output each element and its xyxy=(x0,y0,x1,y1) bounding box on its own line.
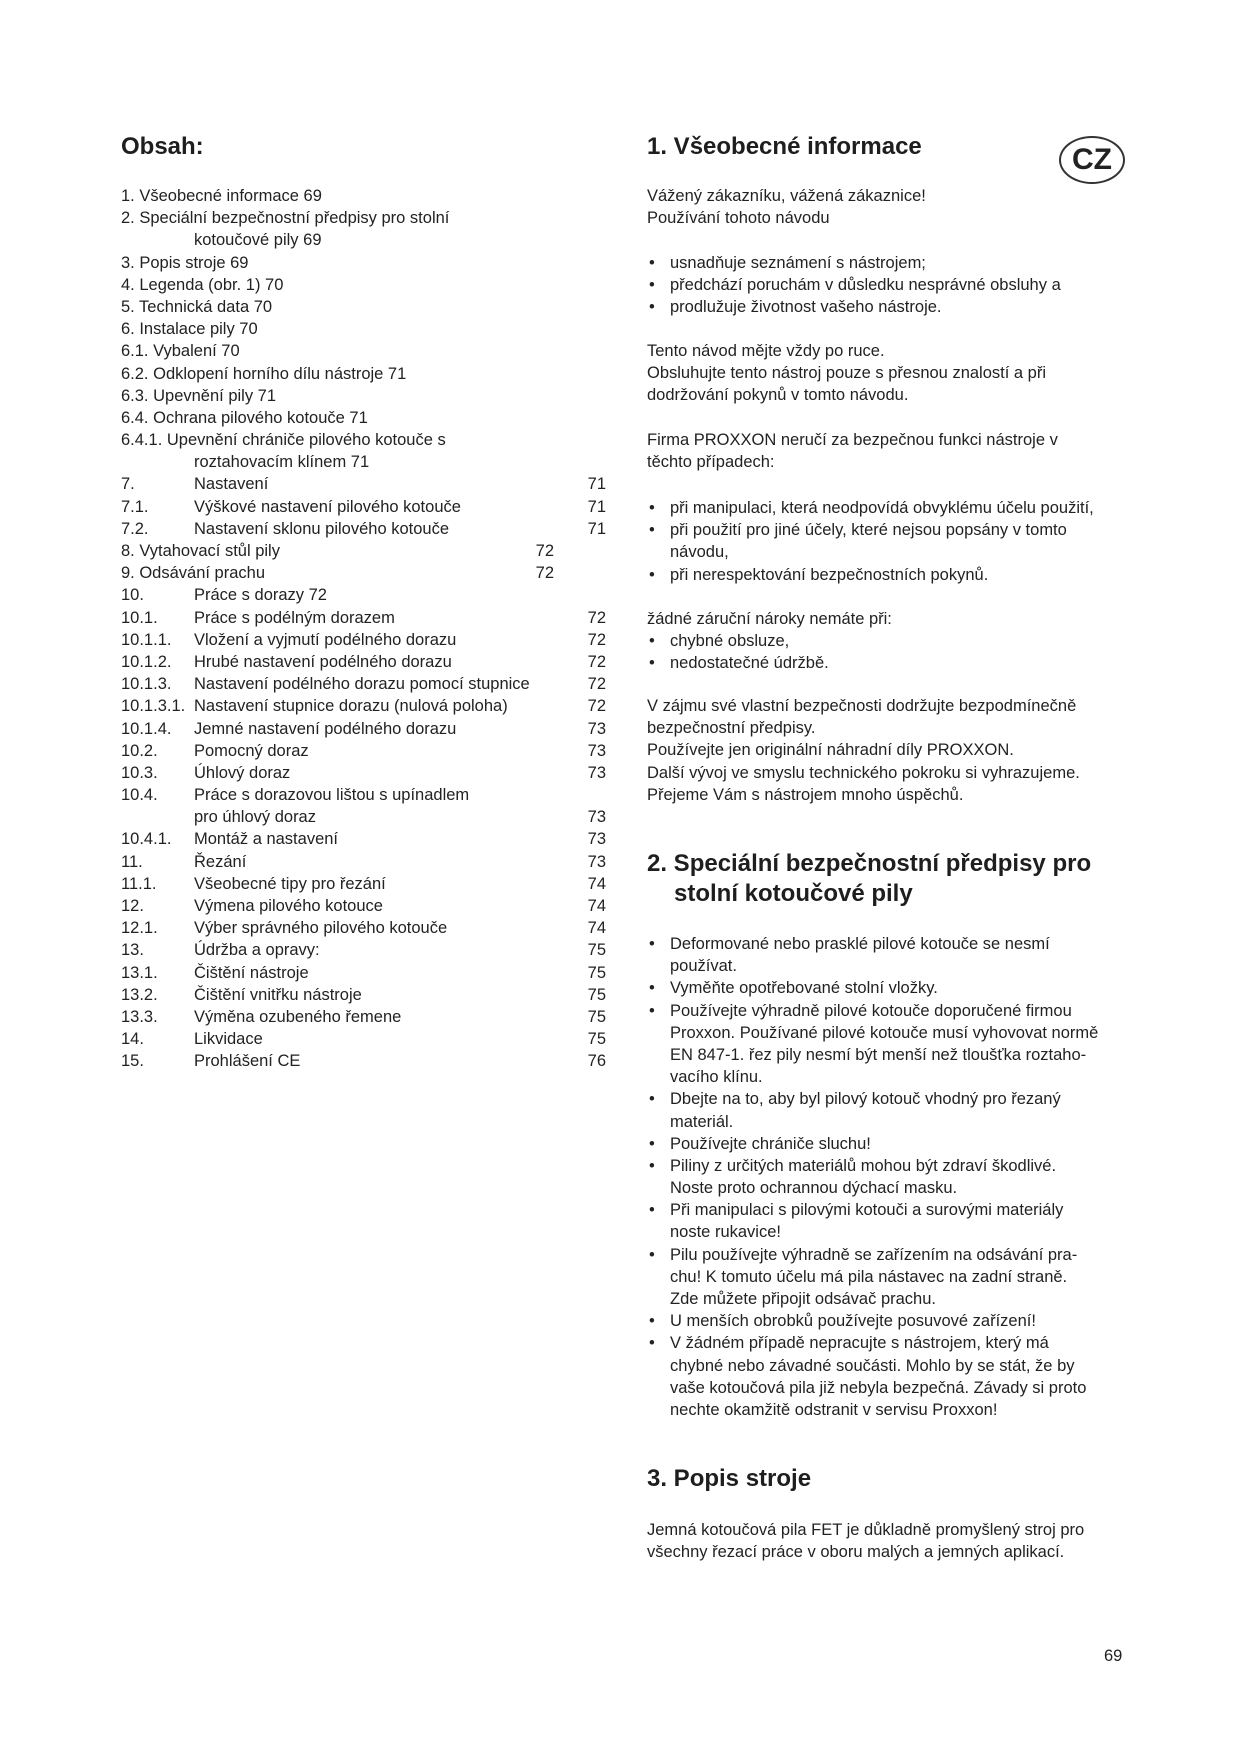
toc-entry xyxy=(121,562,606,584)
toc-entry-number: 10. xyxy=(121,586,144,605)
toc-entry xyxy=(121,473,606,495)
text-line: Piliny z určitých materiálů mohou být zdraví škodlivé. xyxy=(670,1156,1057,1175)
toc-entry xyxy=(121,939,606,961)
toc-entry xyxy=(121,695,606,717)
text-line: Používejte výhradně pilové kotouče doporučené firmou xyxy=(670,1001,1072,1020)
toc-entry-page: 73 xyxy=(587,852,606,871)
text-line: Používejte chrániče sluchu! xyxy=(670,1134,871,1153)
text-line: EN 847-1. řez pily nesmí být menší než tloušťka roztaho- xyxy=(670,1045,1087,1064)
bullet-icon: • xyxy=(649,935,655,953)
toc-entry-text: 6.2. Odklopení horního dílu nástroje 71 xyxy=(121,364,407,383)
toc-entry xyxy=(121,318,606,340)
toc-entry-text: Úhlový doraz xyxy=(194,763,291,782)
bullet-icon: • xyxy=(649,632,655,650)
list-item xyxy=(647,296,1147,318)
toc-entry-number: 13. xyxy=(121,941,144,960)
toc-entry xyxy=(121,540,606,562)
toc-entry xyxy=(121,762,606,784)
bullet-icon: • xyxy=(649,1134,655,1153)
list-item xyxy=(647,977,1147,999)
bullet-list xyxy=(647,630,1147,674)
toc-entry-page: 73 xyxy=(587,763,606,782)
text-line: návodu, xyxy=(670,543,729,562)
toc-entry-page: 72 xyxy=(535,542,554,560)
bullet-icon: • xyxy=(649,1312,655,1331)
toc-entry-page: 71 xyxy=(587,519,606,538)
text-line: vacího klínu. xyxy=(670,1068,763,1087)
toc-entry-text: Prohlášení CE xyxy=(194,1052,301,1071)
toc-entry xyxy=(121,407,606,429)
toc-entry-page: 74 xyxy=(587,919,606,938)
toc-entry-text: Výškové nastavení pilového kotouče xyxy=(194,497,461,516)
toc-entry xyxy=(121,851,606,873)
toc-entry xyxy=(121,629,606,651)
toc-entry-page: 72 xyxy=(587,697,606,716)
toc-entry-text: pro úhlový doraz xyxy=(194,808,316,827)
toc-entry-page: 74 xyxy=(587,874,606,893)
section-2-title-line: stolní kotoučové pily xyxy=(674,880,913,907)
list-item xyxy=(647,1133,1147,1155)
text-line: prodlužuje životnost vašeho nástroje. xyxy=(670,298,942,317)
toc-entry-text: 6.4.1. Upevnění chrániče pilového kotouče s xyxy=(121,431,446,450)
bullet-icon: • xyxy=(649,521,655,540)
text-line: usnadňuje seznámení s nástrojem; xyxy=(670,254,926,272)
toc-entry xyxy=(121,784,606,806)
toc-entry xyxy=(121,895,606,917)
toc-entry-text: Výber správného pilového kotouče xyxy=(194,919,448,938)
toc-entry xyxy=(121,873,606,895)
bullet-icon: • xyxy=(649,254,655,272)
section-1-title: 1. Všeobecné informace xyxy=(647,133,922,160)
toc-entry-page: 71 xyxy=(587,497,606,516)
text-line: těchto případech: xyxy=(647,453,775,472)
list-item xyxy=(647,652,1147,674)
toc-entry-number: 11. xyxy=(121,852,143,871)
text-line: Pilu používejte výhradně se zařízením na odsávání pra- xyxy=(670,1245,1078,1264)
toc-entry-number: 10.1. xyxy=(121,608,158,627)
text-line: při manipulaci, která neodpovídá obvyklému účelu použití, xyxy=(670,499,1094,517)
toc-entry-text: Likvidace xyxy=(194,1030,263,1049)
country-badge: CZ xyxy=(1059,136,1125,184)
toc-entry-number: 13.2. xyxy=(121,985,158,1004)
toc-entry-text: Čištění nástroje xyxy=(194,963,309,982)
toc-entry xyxy=(121,651,606,673)
bullet-list xyxy=(647,933,1147,1421)
toc-entry xyxy=(121,673,606,695)
toc-entry-page: 72 xyxy=(587,608,606,627)
toc-entry-text: Čištění vnitřku nástroje xyxy=(194,985,362,1004)
text-line: Jemná kotoučová pila FET je důkladně promyšlený stroj pro xyxy=(647,1521,1085,1539)
toc-entry xyxy=(121,229,606,251)
bullet-icon: • xyxy=(649,1001,655,1020)
toc-entry xyxy=(121,451,606,473)
text-line: materiál. xyxy=(670,1112,734,1131)
list-item xyxy=(647,1155,1147,1199)
toc-entry-page: 72 xyxy=(587,652,606,671)
toc-entry xyxy=(121,363,606,385)
toc-entry-text: Nastavení podélného dorazu pomocí stupnice xyxy=(194,675,530,694)
toc-entry-number: 7.2. xyxy=(121,519,149,538)
toc-entry-number: 13.1. xyxy=(121,963,158,982)
bullet-icon: • xyxy=(649,1156,655,1175)
text-line: žádné záruční nároky nemáte při: xyxy=(647,610,892,628)
text-line: Přejeme Vám s nástrojem mnoho úspěchů. xyxy=(647,785,964,804)
text-line: Zde můžete připojit odsávač prachu. xyxy=(670,1290,936,1308)
toc-entry-text: Výměna ozubeného řemene xyxy=(194,1007,402,1026)
toc-entry-text: Výmena pilového kotouce xyxy=(194,897,383,915)
toc-entry xyxy=(121,917,606,939)
text-line: dodržování pokynů v tomto návodu. xyxy=(647,386,909,405)
toc-entry-page: 73 xyxy=(587,719,606,738)
toc-entry-number: 10.1.3. xyxy=(121,675,172,694)
toc-entry xyxy=(121,429,606,451)
toc-entry-text: Nastavení xyxy=(194,475,269,494)
list-item xyxy=(647,630,1147,652)
list-item xyxy=(647,933,1147,977)
paragraph xyxy=(647,185,1147,229)
toc-entry-text: 6.1. Vybalení 70 xyxy=(121,342,240,361)
toc-entry xyxy=(121,385,606,407)
text-line: bezpečnostní předpisy. xyxy=(647,719,816,738)
toc-entry-number: 10.4.1. xyxy=(121,830,172,849)
toc-entry xyxy=(121,185,606,207)
text-line: V zájmu své vlastní bezpečnosti dodržujte bezpodmínečně xyxy=(647,697,1077,715)
text-line: Při manipulaci s pilovými kotouči a surovými materiály xyxy=(670,1201,1064,1220)
toc-entry-text: Všeobecné tipy pro řezání xyxy=(194,874,386,893)
section-3-title: 3. Popis stroje xyxy=(647,1465,812,1492)
toc-entry-page: 73 xyxy=(587,830,606,849)
text-line: Proxxon. Používané pilové kotouče musí vyhovovat normě xyxy=(670,1023,1099,1042)
toc-entry-text: kotoučové pily 69 xyxy=(194,231,322,250)
bullet-list xyxy=(647,497,1147,586)
text-line: Tento návod mějte vždy po ruce. xyxy=(647,342,885,360)
text-line: při nerespektování bezpečnostních pokynů. xyxy=(670,565,989,584)
text-line: chybné nebo závadné součásti. Mohlo by se stát, že by xyxy=(670,1356,1075,1375)
text-line: nedostatečné údržbě. xyxy=(670,654,829,673)
toc-entry xyxy=(121,252,606,274)
toc-title: Obsah: xyxy=(121,133,204,160)
toc-entry-number: 14. xyxy=(121,1030,144,1049)
toc-entry xyxy=(121,607,606,629)
toc-entry-page: 75 xyxy=(587,941,606,960)
toc-entry-page: 75 xyxy=(587,985,606,1004)
text-line: Vážený zákazníku, vážená zákaznice! xyxy=(647,187,926,205)
toc-entry xyxy=(121,718,606,740)
list-item xyxy=(647,497,1147,519)
text-line: chu! K tomuto účelu má pila nástavec na zadní straně. xyxy=(670,1267,1068,1286)
toc-entry xyxy=(121,984,606,1006)
toc-entry xyxy=(121,828,606,850)
toc-entry-text: Řezání xyxy=(194,852,247,871)
bullet-icon: • xyxy=(649,499,655,517)
paragraph xyxy=(647,608,1147,630)
toc-entry-page: 75 xyxy=(587,1030,606,1049)
toc-entry-text: 6.3. Upevnění pily 71 xyxy=(121,386,277,405)
toc-entry-text: Vložení a vyjmutí podélného dorazu xyxy=(194,630,457,649)
toc-entry-number: 12.1. xyxy=(121,919,158,938)
toc-entry-text: Údržba a opravy: xyxy=(194,941,320,960)
toc-entry-text: Pomocný doraz xyxy=(194,741,309,760)
bullet-icon: • xyxy=(649,1245,655,1264)
list-item xyxy=(647,564,1147,586)
toc-entry xyxy=(121,518,606,540)
text-line: Dbejte na to, aby byl pilový kotouč vhodný pro řezaný xyxy=(670,1090,1061,1109)
section-2-title xyxy=(647,849,1091,909)
toc-entry-number: 10.1.2. xyxy=(121,652,172,671)
toc-entry-text: Práce s dorazovou lištou s upínadlem xyxy=(194,786,470,805)
page-number: 69 xyxy=(1104,1647,1123,1665)
toc-entry-text: Nastavení stupnice dorazu (nulová poloha) xyxy=(194,697,508,716)
list-item xyxy=(647,1310,1147,1332)
toc-entry xyxy=(121,584,606,606)
toc-entry-page: 75 xyxy=(587,963,606,982)
toc-entry-page: 75 xyxy=(587,1007,606,1026)
toc-entry-page: 72 xyxy=(587,675,606,694)
toc-entry xyxy=(121,207,606,229)
toc-entry xyxy=(121,296,606,318)
toc-entry-page: 71 xyxy=(587,475,606,494)
toc-entry-text: 6.4. Ochrana pilového kotouče 71 xyxy=(121,408,368,427)
toc-entry-number: 12. xyxy=(121,897,144,915)
toc-entry-number: 10.4. xyxy=(121,786,158,805)
bullet-icon: • xyxy=(649,1090,655,1109)
bullet-list xyxy=(647,252,1147,319)
toc-entry-text: 3. Popis stroje 69 xyxy=(121,253,249,272)
toc-entry xyxy=(121,274,606,296)
section-2-title-line: 2. Speciální bezpečnostní předpisy pro xyxy=(647,850,1092,877)
toc-entry xyxy=(121,806,606,828)
paragraph xyxy=(647,340,1147,407)
toc-entry-text: Jemné nastavení podélného dorazu xyxy=(194,719,457,738)
table-of-contents xyxy=(121,185,606,1073)
text-line: Noste proto ochrannou dýchací masku. xyxy=(670,1179,958,1198)
text-line: používat. xyxy=(670,957,737,976)
text-line: Další vývoj ve smyslu technického pokroku si vyhrazujeme. xyxy=(647,763,1080,782)
toc-entry-text: Montáž a nastavení xyxy=(194,830,339,849)
list-item xyxy=(647,1000,1147,1089)
bullet-icon: • xyxy=(649,1201,655,1220)
toc-entry xyxy=(121,1028,606,1050)
toc-entry-text: 1. Všeobecné informace 69 xyxy=(121,187,322,205)
toc-entry-number: 13.3. xyxy=(121,1007,158,1026)
toc-entry-page: 72 xyxy=(535,564,554,583)
toc-entry-text: Práce s podélným dorazem xyxy=(194,608,395,627)
list-item xyxy=(647,519,1147,563)
toc-entry-page: 73 xyxy=(587,808,606,827)
toc-entry-number: 10.1.3.1. xyxy=(121,697,186,716)
toc-entry-page: 74 xyxy=(587,897,606,915)
toc-entry xyxy=(121,340,606,362)
bullet-icon: • xyxy=(649,979,655,998)
toc-entry-number: 11.1. xyxy=(121,874,157,893)
paragraph xyxy=(647,1519,1147,1563)
text-line: Používání tohoto návodu xyxy=(647,209,830,228)
bullet-icon: • xyxy=(649,1334,655,1353)
text-line: Používejte jen originální náhradní díly PROXXON. xyxy=(647,741,1014,760)
text-line: chybné obsluze, xyxy=(670,632,790,650)
bullet-icon: • xyxy=(649,276,655,295)
text-line: Vyměňte opotřebované stolní vložky. xyxy=(670,979,938,998)
toc-entry-text: 6. Instalace pily 70 xyxy=(121,320,258,339)
toc-entry-text: 2. Speciální bezpečnostní předpisy pro stolní xyxy=(121,209,450,228)
toc-entry xyxy=(121,962,606,984)
bullet-icon: • xyxy=(649,298,655,317)
toc-entry-text: Práce s dorazy 72 xyxy=(194,586,327,605)
list-item xyxy=(647,274,1147,296)
toc-entry-text: Hrubé nastavení podélného dorazu xyxy=(194,652,452,671)
text-line: vaše kotoučová pila již nebyla bezpečná. Závady si proto xyxy=(670,1378,1087,1397)
text-line: nechte okamžitě odstranit v servisu Proxxon! xyxy=(670,1400,998,1419)
toc-entry-number: 10.2. xyxy=(121,741,158,760)
text-line: při použití pro jiné účely, které nejsou popsány v tomto xyxy=(670,521,1067,540)
text-line: všechny řezací práce v oboru malých a jemných aplikací. xyxy=(647,1543,1065,1562)
toc-entry-page: 76 xyxy=(587,1052,606,1071)
toc-entry-number: 10.1.4. xyxy=(121,719,172,738)
bullet-icon: • xyxy=(649,565,655,584)
toc-entry-number: 7. xyxy=(121,475,135,494)
bullet-icon: • xyxy=(649,654,655,673)
paragraph xyxy=(647,429,1147,473)
text-line: Firma PROXXON neručí za bezpečnou funkci nástroje v xyxy=(647,431,1058,449)
toc-entry-page: 72 xyxy=(587,630,606,649)
toc-entry xyxy=(121,496,606,518)
toc-entry-number: 10.1.1. xyxy=(121,630,172,649)
toc-entry-text: 8. Vytahovací stůl pily xyxy=(121,542,280,560)
text-line: U menších obrobků používejte posuvové zařízení! xyxy=(670,1312,1036,1331)
text-line: předchází poruchám v důsledku nesprávné obsluhy a xyxy=(670,276,1061,295)
paragraph xyxy=(647,695,1147,806)
toc-entry xyxy=(121,740,606,762)
toc-entry-text: 4. Legenda (obr. 1) 70 xyxy=(121,275,284,294)
list-item xyxy=(647,1244,1147,1311)
text-line: V žádném případě nepracujte s nástrojem, který má xyxy=(670,1334,1049,1353)
toc-entry xyxy=(121,1050,606,1072)
list-item xyxy=(647,252,1147,274)
text-line: noste rukavice! xyxy=(670,1223,781,1242)
toc-entry-number: 7.1. xyxy=(121,497,149,516)
toc-entry-number: 10.3. xyxy=(121,763,158,782)
toc-entry xyxy=(121,1006,606,1028)
list-item xyxy=(647,1332,1147,1421)
toc-entry-text: roztahovacím klínem 71 xyxy=(194,453,370,472)
toc-entry-text: Nastavení sklonu pilového kotouče xyxy=(194,519,449,538)
text-line: Deformované nebo prasklé pilové kotouče se nesmí xyxy=(670,935,1050,953)
list-item xyxy=(647,1088,1147,1132)
text-line: Obsluhujte tento nástroj pouze s přesnou znalostí a při xyxy=(647,364,1046,383)
list-item xyxy=(647,1199,1147,1243)
toc-entry-page: 73 xyxy=(587,741,606,760)
toc-entry-text: 5. Technická data 70 xyxy=(121,297,273,316)
toc-entry-text: 9. Odsávání prachu xyxy=(121,564,266,583)
toc-entry-number: 15. xyxy=(121,1052,144,1071)
